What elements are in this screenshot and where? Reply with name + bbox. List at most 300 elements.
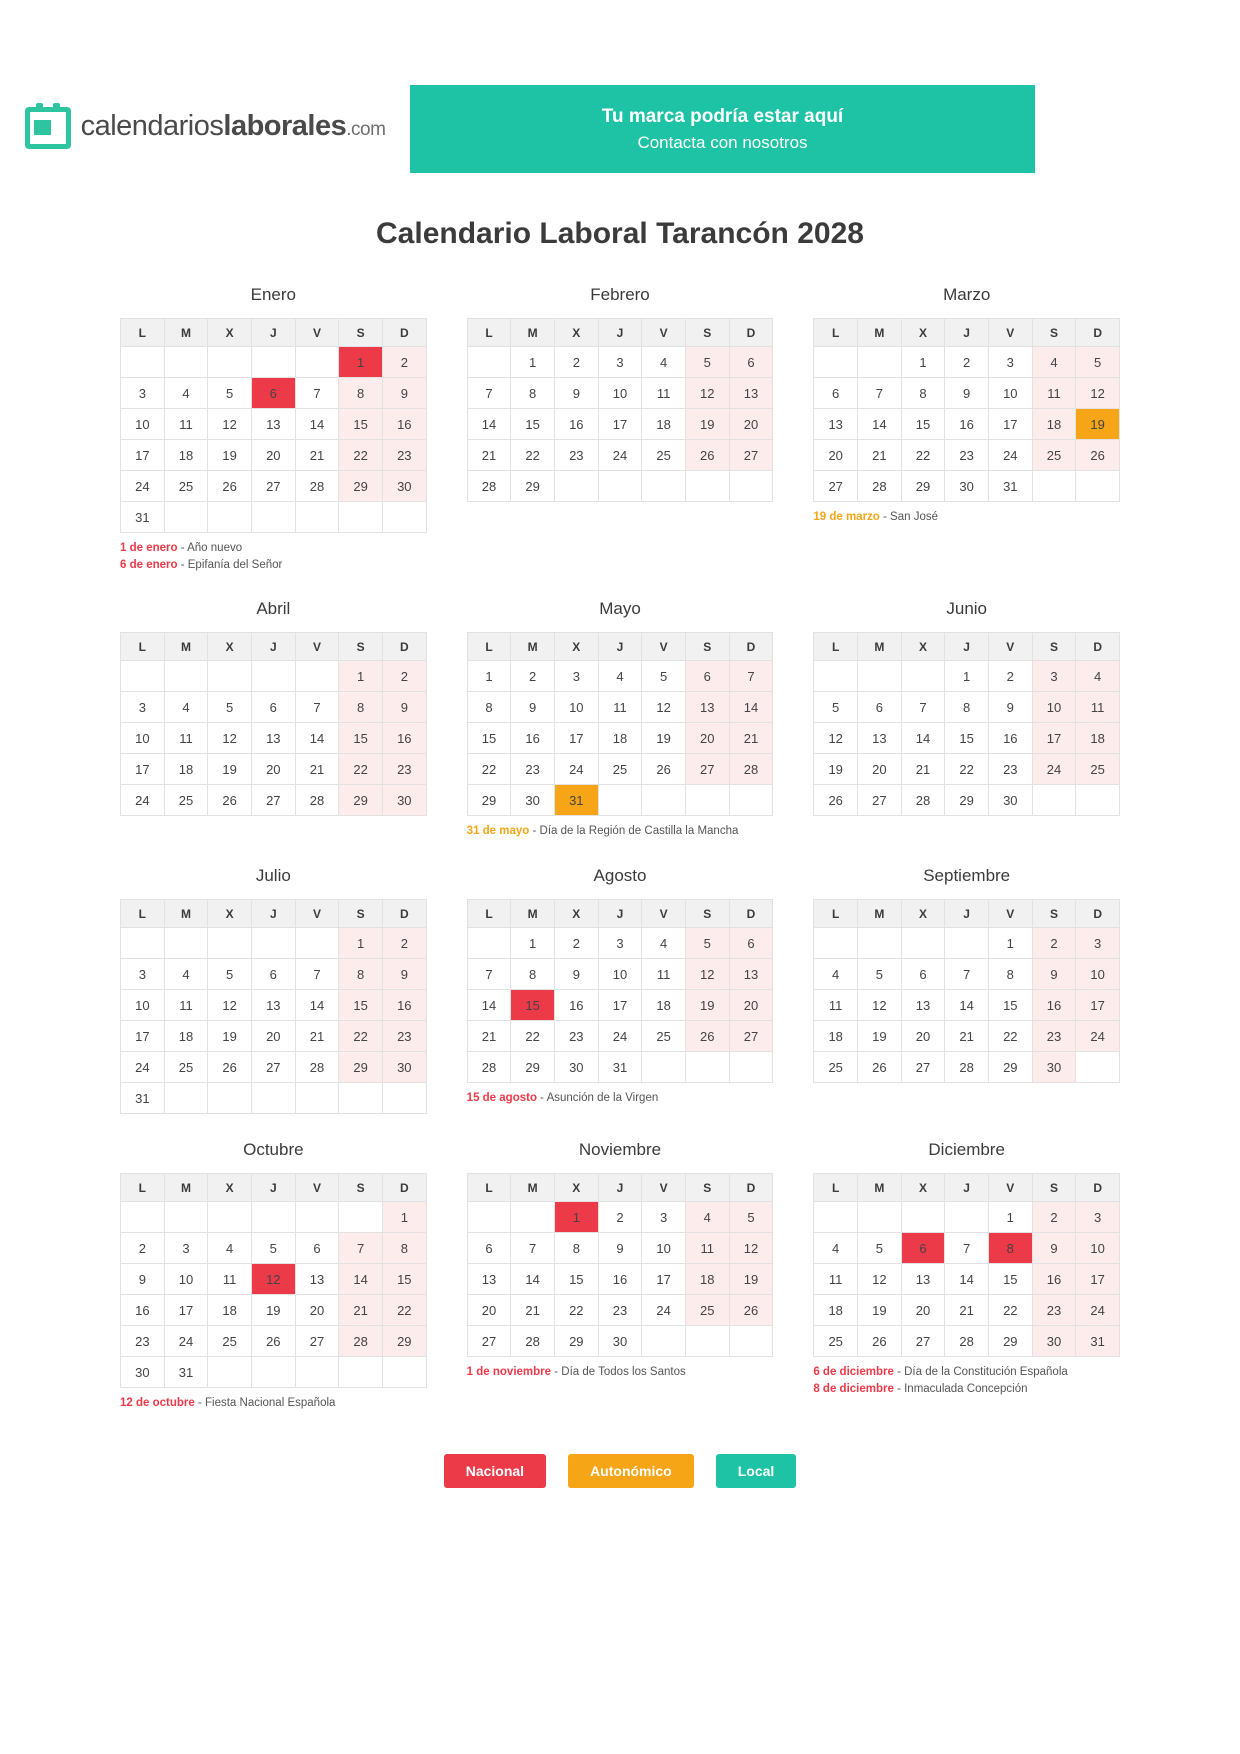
- day-cell[interactable]: 30: [1032, 1052, 1076, 1083]
- day-cell[interactable]: 10: [1032, 692, 1076, 723]
- day-cell[interactable]: 5: [685, 347, 729, 378]
- day-cell[interactable]: 1: [988, 1202, 1032, 1233]
- day-cell[interactable]: 6: [729, 928, 773, 959]
- day-cell[interactable]: 12: [685, 378, 729, 409]
- day-cell[interactable]: 20: [251, 440, 295, 471]
- day-cell[interactable]: 7: [295, 692, 339, 723]
- day-cell[interactable]: 27: [729, 1021, 773, 1052]
- day-cell[interactable]: 9: [382, 692, 426, 723]
- day-cell[interactable]: 13: [729, 959, 773, 990]
- day-cell[interactable]: 24: [642, 1295, 686, 1326]
- day-cell[interactable]: 5: [1076, 347, 1120, 378]
- day-cell[interactable]: 5: [642, 661, 686, 692]
- day-cell[interactable]: 31: [121, 1083, 165, 1114]
- day-cell[interactable]: 15: [339, 409, 383, 440]
- day-cell[interactable]: 22: [467, 754, 511, 785]
- day-cell[interactable]: 18: [164, 754, 208, 785]
- day-cell[interactable]: 29: [511, 471, 555, 502]
- day-cell[interactable]: 19: [208, 1021, 252, 1052]
- day-cell[interactable]: 9: [554, 959, 598, 990]
- day-cell[interactable]: 30: [382, 471, 426, 502]
- day-cell[interactable]: 9: [121, 1264, 165, 1295]
- day-cell[interactable]: 24: [121, 1052, 165, 1083]
- day-cell[interactable]: 26: [858, 1326, 902, 1357]
- day-cell[interactable]: 27: [467, 1326, 511, 1357]
- day-cell[interactable]: 29: [988, 1326, 1032, 1357]
- day-cell[interactable]: 16: [1032, 1264, 1076, 1295]
- day-cell[interactable]: 13: [858, 723, 902, 754]
- day-cell[interactable]: 29: [339, 471, 383, 502]
- day-cell[interactable]: 21: [511, 1295, 555, 1326]
- day-cell[interactable]: 20: [251, 1021, 295, 1052]
- day-cell[interactable]: 5: [814, 692, 858, 723]
- day-cell[interactable]: 8: [901, 378, 945, 409]
- day-cell[interactable]: 1: [554, 1202, 598, 1233]
- day-cell[interactable]: 6: [901, 959, 945, 990]
- day-cell[interactable]: 15: [945, 723, 989, 754]
- day-cell[interactable]: 6: [901, 1233, 945, 1264]
- day-cell[interactable]: 2: [554, 928, 598, 959]
- day-cell[interactable]: 23: [945, 440, 989, 471]
- day-cell[interactable]: 21: [858, 440, 902, 471]
- day-cell[interactable]: 28: [295, 785, 339, 816]
- day-cell[interactable]: 26: [1076, 440, 1120, 471]
- day-cell[interactable]: 31: [121, 502, 165, 533]
- day-cell[interactable]: 3: [164, 1233, 208, 1264]
- day-cell[interactable]: 25: [1032, 440, 1076, 471]
- day-cell[interactable]: 5: [208, 959, 252, 990]
- day-cell[interactable]: 6: [729, 347, 773, 378]
- day-cell[interactable]: 5: [729, 1202, 773, 1233]
- day-cell[interactable]: 2: [988, 661, 1032, 692]
- day-cell[interactable]: 1: [339, 928, 383, 959]
- day-cell[interactable]: 4: [814, 1233, 858, 1264]
- day-cell[interactable]: 5: [685, 928, 729, 959]
- day-cell[interactable]: 20: [901, 1021, 945, 1052]
- day-cell[interactable]: 17: [1076, 1264, 1120, 1295]
- day-cell[interactable]: 29: [339, 785, 383, 816]
- day-cell[interactable]: 27: [901, 1326, 945, 1357]
- day-cell[interactable]: 22: [339, 440, 383, 471]
- day-cell[interactable]: 30: [945, 471, 989, 502]
- day-cell[interactable]: 31: [164, 1357, 208, 1388]
- day-cell[interactable]: 10: [1076, 959, 1120, 990]
- day-cell[interactable]: 12: [858, 1264, 902, 1295]
- day-cell[interactable]: 17: [164, 1295, 208, 1326]
- day-cell[interactable]: 24: [598, 440, 642, 471]
- day-cell[interactable]: 25: [814, 1326, 858, 1357]
- day-cell[interactable]: 27: [729, 440, 773, 471]
- day-cell[interactable]: 21: [945, 1021, 989, 1052]
- day-cell[interactable]: 26: [642, 754, 686, 785]
- day-cell[interactable]: 3: [988, 347, 1032, 378]
- day-cell[interactable]: 14: [858, 409, 902, 440]
- day-cell[interactable]: 23: [554, 440, 598, 471]
- day-cell[interactable]: 20: [901, 1295, 945, 1326]
- day-cell[interactable]: 27: [251, 1052, 295, 1083]
- day-cell[interactable]: 4: [1032, 347, 1076, 378]
- day-cell[interactable]: 14: [945, 1264, 989, 1295]
- day-cell[interactable]: 31: [988, 471, 1032, 502]
- day-cell[interactable]: 25: [598, 754, 642, 785]
- day-cell[interactable]: 15: [901, 409, 945, 440]
- day-cell[interactable]: 7: [858, 378, 902, 409]
- day-cell[interactable]: 29: [382, 1326, 426, 1357]
- day-cell[interactable]: 26: [814, 785, 858, 816]
- day-cell[interactable]: 22: [511, 1021, 555, 1052]
- day-cell[interactable]: 24: [554, 754, 598, 785]
- day-cell[interactable]: 14: [729, 692, 773, 723]
- day-cell[interactable]: 28: [339, 1326, 383, 1357]
- day-cell[interactable]: 8: [988, 1233, 1032, 1264]
- day-cell[interactable]: 16: [598, 1264, 642, 1295]
- day-cell[interactable]: 4: [598, 661, 642, 692]
- day-cell[interactable]: 9: [598, 1233, 642, 1264]
- day-cell[interactable]: 15: [467, 723, 511, 754]
- day-cell[interactable]: 31: [1076, 1326, 1120, 1357]
- day-cell[interactable]: 10: [598, 959, 642, 990]
- day-cell[interactable]: 28: [945, 1052, 989, 1083]
- day-cell[interactable]: 29: [511, 1052, 555, 1083]
- day-cell[interactable]: 19: [208, 754, 252, 785]
- day-cell[interactable]: 19: [858, 1021, 902, 1052]
- day-cell[interactable]: 12: [251, 1264, 295, 1295]
- day-cell[interactable]: 20: [295, 1295, 339, 1326]
- day-cell[interactable]: 21: [467, 440, 511, 471]
- day-cell[interactable]: 5: [858, 1233, 902, 1264]
- day-cell[interactable]: 3: [1076, 1202, 1120, 1233]
- day-cell[interactable]: 9: [382, 378, 426, 409]
- day-cell[interactable]: 28: [295, 1052, 339, 1083]
- day-cell[interactable]: 1: [511, 347, 555, 378]
- day-cell[interactable]: 10: [988, 378, 1032, 409]
- day-cell[interactable]: 30: [598, 1326, 642, 1357]
- day-cell[interactable]: 4: [208, 1233, 252, 1264]
- day-cell[interactable]: 29: [339, 1052, 383, 1083]
- day-cell[interactable]: 2: [511, 661, 555, 692]
- day-cell[interactable]: 29: [467, 785, 511, 816]
- day-cell[interactable]: 26: [208, 785, 252, 816]
- day-cell[interactable]: 19: [685, 409, 729, 440]
- day-cell[interactable]: 22: [901, 440, 945, 471]
- day-cell[interactable]: 4: [642, 347, 686, 378]
- day-cell[interactable]: 25: [685, 1295, 729, 1326]
- day-cell[interactable]: 3: [554, 661, 598, 692]
- day-cell[interactable]: 27: [295, 1326, 339, 1357]
- legend-item-local[interactable]: Local: [716, 1454, 797, 1488]
- day-cell[interactable]: 7: [511, 1233, 555, 1264]
- day-cell[interactable]: 2: [554, 347, 598, 378]
- day-cell[interactable]: 19: [858, 1295, 902, 1326]
- day-cell[interactable]: 18: [642, 990, 686, 1021]
- day-cell[interactable]: 12: [729, 1233, 773, 1264]
- day-cell[interactable]: 18: [814, 1021, 858, 1052]
- day-cell[interactable]: 28: [467, 1052, 511, 1083]
- day-cell[interactable]: 20: [251, 754, 295, 785]
- day-cell[interactable]: 17: [988, 409, 1032, 440]
- day-cell[interactable]: 22: [339, 754, 383, 785]
- day-cell[interactable]: 1: [988, 928, 1032, 959]
- day-cell[interactable]: 24: [988, 440, 1032, 471]
- day-cell[interactable]: 30: [988, 785, 1032, 816]
- day-cell[interactable]: 29: [988, 1052, 1032, 1083]
- day-cell[interactable]: 7: [295, 959, 339, 990]
- day-cell[interactable]: 23: [511, 754, 555, 785]
- day-cell[interactable]: 10: [121, 723, 165, 754]
- day-cell[interactable]: 16: [121, 1295, 165, 1326]
- day-cell[interactable]: 15: [382, 1264, 426, 1295]
- day-cell[interactable]: 19: [1076, 409, 1120, 440]
- day-cell[interactable]: 22: [554, 1295, 598, 1326]
- day-cell[interactable]: 15: [511, 409, 555, 440]
- day-cell[interactable]: 24: [121, 471, 165, 502]
- day-cell[interactable]: 23: [988, 754, 1032, 785]
- day-cell[interactable]: 17: [554, 723, 598, 754]
- day-cell[interactable]: 27: [251, 471, 295, 502]
- day-cell[interactable]: 11: [685, 1233, 729, 1264]
- day-cell[interactable]: 9: [382, 959, 426, 990]
- day-cell[interactable]: 16: [988, 723, 1032, 754]
- day-cell[interactable]: 20: [814, 440, 858, 471]
- day-cell[interactable]: 4: [164, 959, 208, 990]
- day-cell[interactable]: 14: [901, 723, 945, 754]
- day-cell[interactable]: 15: [988, 990, 1032, 1021]
- day-cell[interactable]: 26: [729, 1295, 773, 1326]
- day-cell[interactable]: 30: [382, 1052, 426, 1083]
- day-cell[interactable]: 1: [945, 661, 989, 692]
- day-cell[interactable]: 8: [511, 378, 555, 409]
- day-cell[interactable]: 14: [467, 409, 511, 440]
- day-cell[interactable]: 11: [208, 1264, 252, 1295]
- day-cell[interactable]: 10: [642, 1233, 686, 1264]
- day-cell[interactable]: 22: [339, 1021, 383, 1052]
- day-cell[interactable]: 2: [121, 1233, 165, 1264]
- day-cell[interactable]: 23: [382, 440, 426, 471]
- day-cell[interactable]: 30: [382, 785, 426, 816]
- day-cell[interactable]: 24: [598, 1021, 642, 1052]
- day-cell[interactable]: 21: [295, 1021, 339, 1052]
- day-cell[interactable]: 22: [988, 1021, 1032, 1052]
- day-cell[interactable]: 16: [554, 409, 598, 440]
- day-cell[interactable]: 12: [814, 723, 858, 754]
- day-cell[interactable]: 18: [1032, 409, 1076, 440]
- day-cell[interactable]: 17: [121, 754, 165, 785]
- day-cell[interactable]: 8: [382, 1233, 426, 1264]
- day-cell[interactable]: 11: [642, 959, 686, 990]
- day-cell[interactable]: 24: [1076, 1021, 1120, 1052]
- day-cell[interactable]: 4: [814, 959, 858, 990]
- day-cell[interactable]: 15: [339, 723, 383, 754]
- day-cell[interactable]: 21: [295, 440, 339, 471]
- day-cell[interactable]: 4: [685, 1202, 729, 1233]
- day-cell[interactable]: 23: [382, 754, 426, 785]
- day-cell[interactable]: 1: [467, 661, 511, 692]
- day-cell[interactable]: 9: [988, 692, 1032, 723]
- day-cell[interactable]: 10: [121, 409, 165, 440]
- day-cell[interactable]: 24: [164, 1326, 208, 1357]
- day-cell[interactable]: 16: [382, 723, 426, 754]
- legend-item-nacional[interactable]: Nacional: [444, 1454, 546, 1488]
- day-cell[interactable]: 30: [511, 785, 555, 816]
- day-cell[interactable]: 26: [208, 1052, 252, 1083]
- day-cell[interactable]: 26: [685, 1021, 729, 1052]
- day-cell[interactable]: 13: [814, 409, 858, 440]
- day-cell[interactable]: 25: [164, 785, 208, 816]
- day-cell[interactable]: 9: [554, 378, 598, 409]
- day-cell[interactable]: 28: [467, 471, 511, 502]
- day-cell[interactable]: 14: [511, 1264, 555, 1295]
- day-cell[interactable]: 19: [814, 754, 858, 785]
- day-cell[interactable]: 23: [121, 1326, 165, 1357]
- day-cell[interactable]: 3: [642, 1202, 686, 1233]
- day-cell[interactable]: 16: [945, 409, 989, 440]
- day-cell[interactable]: 11: [1032, 378, 1076, 409]
- day-cell[interactable]: 14: [339, 1264, 383, 1295]
- day-cell[interactable]: 8: [511, 959, 555, 990]
- day-cell[interactable]: 13: [901, 1264, 945, 1295]
- day-cell[interactable]: 7: [729, 661, 773, 692]
- day-cell[interactable]: 23: [554, 1021, 598, 1052]
- day-cell[interactable]: 3: [598, 928, 642, 959]
- day-cell[interactable]: 26: [858, 1052, 902, 1083]
- day-cell[interactable]: 7: [945, 1233, 989, 1264]
- day-cell[interactable]: 16: [1032, 990, 1076, 1021]
- day-cell[interactable]: 12: [208, 990, 252, 1021]
- day-cell[interactable]: 11: [814, 1264, 858, 1295]
- day-cell[interactable]: 12: [208, 409, 252, 440]
- legend-item-autonómico[interactable]: Autonómico: [568, 1454, 694, 1488]
- day-cell[interactable]: 11: [164, 990, 208, 1021]
- day-cell[interactable]: 7: [339, 1233, 383, 1264]
- day-cell[interactable]: 27: [858, 785, 902, 816]
- day-cell[interactable]: 21: [729, 723, 773, 754]
- day-cell[interactable]: 1: [339, 347, 383, 378]
- day-cell[interactable]: 17: [1076, 990, 1120, 1021]
- day-cell[interactable]: 22: [511, 440, 555, 471]
- day-cell[interactable]: 11: [164, 723, 208, 754]
- day-cell[interactable]: 12: [858, 990, 902, 1021]
- day-cell[interactable]: 20: [858, 754, 902, 785]
- day-cell[interactable]: 1: [511, 928, 555, 959]
- day-cell[interactable]: 17: [642, 1264, 686, 1295]
- day-cell[interactable]: 16: [554, 990, 598, 1021]
- day-cell[interactable]: 8: [467, 692, 511, 723]
- day-cell[interactable]: 22: [988, 1295, 1032, 1326]
- day-cell[interactable]: 27: [814, 471, 858, 502]
- day-cell[interactable]: 3: [1076, 928, 1120, 959]
- day-cell[interactable]: 31: [554, 785, 598, 816]
- day-cell[interactable]: 18: [164, 1021, 208, 1052]
- day-cell[interactable]: 29: [901, 471, 945, 502]
- day-cell[interactable]: 1: [901, 347, 945, 378]
- day-cell[interactable]: 9: [1032, 959, 1076, 990]
- day-cell[interactable]: 8: [339, 378, 383, 409]
- day-cell[interactable]: 24: [1032, 754, 1076, 785]
- day-cell[interactable]: 27: [685, 754, 729, 785]
- day-cell[interactable]: 17: [598, 409, 642, 440]
- day-cell[interactable]: 13: [251, 990, 295, 1021]
- day-cell[interactable]: 15: [554, 1264, 598, 1295]
- day-cell[interactable]: 13: [251, 723, 295, 754]
- day-cell[interactable]: 13: [685, 692, 729, 723]
- day-cell[interactable]: 19: [208, 440, 252, 471]
- day-cell[interactable]: 6: [467, 1233, 511, 1264]
- day-cell[interactable]: 23: [598, 1295, 642, 1326]
- day-cell[interactable]: 19: [251, 1295, 295, 1326]
- day-cell[interactable]: 30: [554, 1052, 598, 1083]
- day-cell[interactable]: 28: [511, 1326, 555, 1357]
- day-cell[interactable]: 3: [598, 347, 642, 378]
- day-cell[interactable]: 26: [251, 1326, 295, 1357]
- day-cell[interactable]: 18: [1076, 723, 1120, 754]
- day-cell[interactable]: 14: [467, 990, 511, 1021]
- day-cell[interactable]: 17: [121, 440, 165, 471]
- day-cell[interactable]: 19: [729, 1264, 773, 1295]
- day-cell[interactable]: 8: [945, 692, 989, 723]
- day-cell[interactable]: 8: [554, 1233, 598, 1264]
- day-cell[interactable]: 25: [164, 471, 208, 502]
- day-cell[interactable]: 10: [1076, 1233, 1120, 1264]
- day-cell[interactable]: 9: [945, 378, 989, 409]
- day-cell[interactable]: 11: [164, 409, 208, 440]
- day-cell[interactable]: 12: [685, 959, 729, 990]
- day-cell[interactable]: 24: [121, 785, 165, 816]
- day-cell[interactable]: 16: [511, 723, 555, 754]
- day-cell[interactable]: 11: [814, 990, 858, 1021]
- day-cell[interactable]: 22: [382, 1295, 426, 1326]
- day-cell[interactable]: 27: [251, 785, 295, 816]
- day-cell[interactable]: 21: [295, 754, 339, 785]
- day-cell[interactable]: 17: [121, 1021, 165, 1052]
- day-cell[interactable]: 14: [945, 990, 989, 1021]
- day-cell[interactable]: 21: [467, 1021, 511, 1052]
- day-cell[interactable]: 19: [685, 990, 729, 1021]
- day-cell[interactable]: 21: [945, 1295, 989, 1326]
- day-cell[interactable]: 1: [339, 661, 383, 692]
- day-cell[interactable]: 3: [1032, 661, 1076, 692]
- day-cell[interactable]: 7: [901, 692, 945, 723]
- ad-banner[interactable]: [410, 85, 1035, 173]
- day-cell[interactable]: 20: [685, 723, 729, 754]
- day-cell[interactable]: 2: [382, 347, 426, 378]
- day-cell[interactable]: 19: [642, 723, 686, 754]
- day-cell[interactable]: 27: [901, 1052, 945, 1083]
- day-cell[interactable]: 8: [988, 959, 1032, 990]
- day-cell[interactable]: 14: [295, 409, 339, 440]
- day-cell[interactable]: 2: [382, 661, 426, 692]
- day-cell[interactable]: 12: [642, 692, 686, 723]
- day-cell[interactable]: 14: [295, 723, 339, 754]
- day-cell[interactable]: 7: [467, 959, 511, 990]
- day-cell[interactable]: 3: [121, 959, 165, 990]
- day-cell[interactable]: 5: [208, 692, 252, 723]
- day-cell[interactable]: 12: [1076, 378, 1120, 409]
- day-cell[interactable]: 11: [1076, 692, 1120, 723]
- day-cell[interactable]: 25: [814, 1052, 858, 1083]
- day-cell[interactable]: 4: [164, 378, 208, 409]
- day-cell[interactable]: 6: [251, 378, 295, 409]
- day-cell[interactable]: 15: [339, 990, 383, 1021]
- day-cell[interactable]: 22: [945, 754, 989, 785]
- day-cell[interactable]: 13: [729, 378, 773, 409]
- day-cell[interactable]: 23: [1032, 1021, 1076, 1052]
- day-cell[interactable]: 7: [945, 959, 989, 990]
- day-cell[interactable]: 18: [598, 723, 642, 754]
- day-cell[interactable]: 30: [121, 1357, 165, 1388]
- day-cell[interactable]: 15: [511, 990, 555, 1021]
- day-cell[interactable]: 5: [208, 378, 252, 409]
- day-cell[interactable]: 16: [382, 990, 426, 1021]
